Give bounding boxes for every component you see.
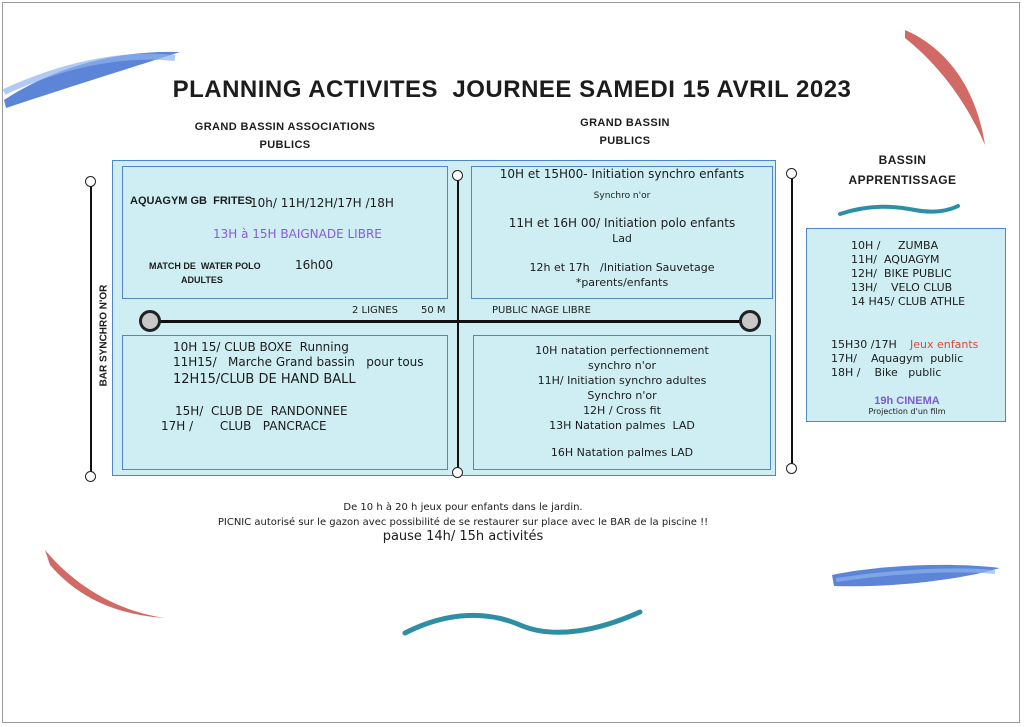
br-line6: 13H Natation palmes LAD xyxy=(549,419,695,432)
aquagym-label: AQUAGYM GB FRITES xyxy=(130,195,253,207)
lane-lignes: 2 LIGNES xyxy=(352,305,398,316)
aquagym-times: 10h/ 11H/12H/17H /18H xyxy=(250,196,394,210)
footer-line3: pause 14h/ 15h activités xyxy=(382,529,544,544)
left-rail-post-top xyxy=(85,176,96,187)
ap-line3: 12H/ BIKE PUBLIC xyxy=(851,267,952,280)
cinema-sub: Projection d'un film xyxy=(868,407,946,416)
header-left-line2: PUBLICS xyxy=(259,139,311,151)
ap-line5: 14 H45/ CLUB ATHLE xyxy=(851,295,966,308)
teal-wave-apprentissage-1 xyxy=(840,206,958,214)
left-rail-post-bottom xyxy=(85,471,96,482)
header-left-line1: GRAND BASSIN ASSOCIATIONS xyxy=(194,121,376,133)
br-line7: 16H Natation palmes LAD xyxy=(550,446,694,459)
tr-line2: Synchro n'or xyxy=(593,191,651,201)
ap-line4: 13H/ VELO CLUB xyxy=(851,281,953,294)
ap-line6b: Jeux enfants xyxy=(910,338,979,351)
right-rail-post-bottom xyxy=(786,463,797,474)
box-top-left xyxy=(122,166,448,299)
right-rail-post-top xyxy=(786,168,797,179)
br-line2: synchro n'or xyxy=(588,359,656,372)
center-rail xyxy=(457,175,459,473)
tr-line6: *parents/enfants xyxy=(575,276,669,289)
baignade-libre: 13H à 15H BAIGNADE LIBRE xyxy=(213,227,382,241)
br-line4: Synchro n'or xyxy=(587,389,657,402)
bl-line2: 11H15/ Marche Grand bassin pour tous xyxy=(173,355,424,369)
lane-post-left xyxy=(139,310,161,332)
match-time: 16h00 xyxy=(295,258,334,272)
ap-line1: 10H / ZUMBA xyxy=(851,239,939,252)
header-right-line2: APPRENTISSAGE xyxy=(848,173,957,187)
box-top-right xyxy=(471,166,773,299)
tr-line3: 11H et 16H 00/ Initiation polo enfants xyxy=(508,216,736,230)
header-right-line1: BASSIN xyxy=(878,153,927,167)
side-label: BAR SYNCHRO N'OR xyxy=(98,284,110,387)
header-mid-line2: PUBLICS xyxy=(599,135,651,147)
lane-post-right xyxy=(739,310,761,332)
bl-line5: 17H / CLUB PANCRACE xyxy=(161,419,327,433)
right-rail xyxy=(791,174,793,468)
center-rail-post-bottom xyxy=(452,467,463,478)
footer-line1: De 10 h à 20 h jeux pour enfants dans le jardin. xyxy=(343,502,583,513)
header-grand-bassin-associations xyxy=(180,118,390,154)
ap-line2: 11H/ AQUAGYM xyxy=(851,253,940,266)
box-bassin-apprentissage xyxy=(806,228,1006,422)
tr-line5: 12h et 17h /Initiation Sauvetage xyxy=(529,261,715,274)
header-bassin-apprentissage xyxy=(830,150,975,190)
header-mid-line1: GRAND BASSIN xyxy=(580,117,670,129)
cinema: 19h CINEMA xyxy=(874,395,940,407)
bl-line4: 15H/ CLUB DE RANDONNEE xyxy=(175,404,348,418)
lane-length: 50 M xyxy=(421,305,446,316)
left-rail xyxy=(90,181,92,476)
lane-line xyxy=(150,320,750,323)
ap-line7: 17H/ Aquagym public xyxy=(831,352,964,365)
box-bottom-right xyxy=(473,335,771,470)
br-line5: 12H / Cross fit xyxy=(583,404,661,417)
match-line2: ADULTES xyxy=(181,275,223,285)
ap-line8: 18H / Bike public xyxy=(831,366,942,379)
lane-public: PUBLIC NAGE LIBRE xyxy=(492,305,591,316)
teal-wave-bottom xyxy=(405,612,640,633)
tr-line4: Lad xyxy=(612,232,632,245)
bl-line1: 10H 15/ CLUB BOXE Running xyxy=(173,340,349,354)
red-brush-bottom-left xyxy=(45,550,165,618)
match-line1: MATCH DE WATER POLO xyxy=(149,261,261,271)
br-line1: 10H natation perfectionnement xyxy=(535,344,709,357)
center-rail-post-top xyxy=(452,170,463,181)
ap-line6a: 15H30 /17H xyxy=(831,338,897,351)
tr-line1: 10H et 15H00- Initiation synchro enfants xyxy=(499,167,745,181)
header-grand-bassin-publics xyxy=(545,114,705,150)
br-line3: 11H/ Initiation synchro adultes xyxy=(537,374,707,387)
page-title: PLANNING ACTIVITES JOURNEE SAMEDI 15 AVRIL 2023 xyxy=(172,76,852,103)
bl-line3: 12H15/CLUB DE HAND BALL xyxy=(173,372,356,387)
box-bottom-left xyxy=(122,335,448,470)
footer-line2: PICNIC autorisé sur le gazon avec possibilité de se restaurer sur place avec le BAR de la piscine !! xyxy=(217,517,709,528)
